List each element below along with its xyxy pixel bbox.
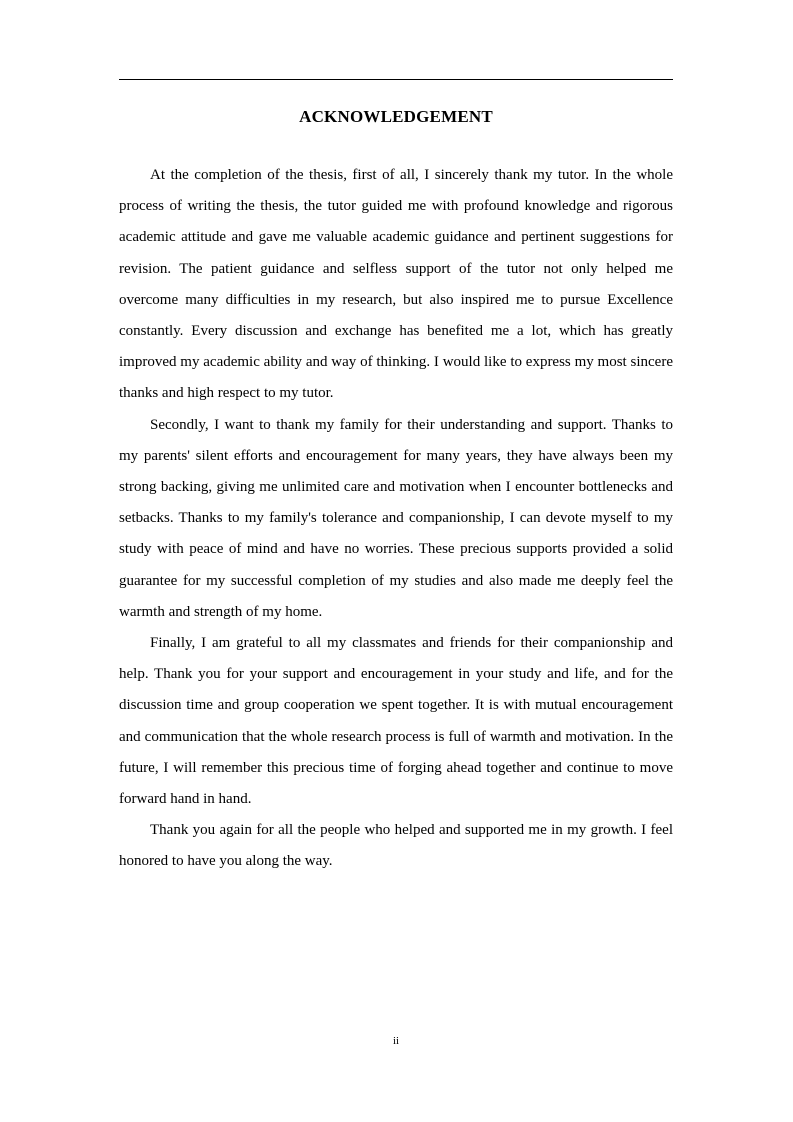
page-title: ACKNOWLEDGEMENT [299, 107, 493, 126]
header-rule [119, 79, 673, 80]
paragraph-family: Secondly, I want to thank my family for their understanding and support. Thanks to my parents' silent efforts and encouragement for many years, they have always been my strong backing, giving me unlimited care and motivation when I encounter bottlenecks and setbacks. Thanks to my family's tolerance and companionship, I can devote myself to my study with peace of mind and have no worries. These precious supports provided a solid guarantee for my successful completion of my studies and also made me deeply feel the warmth and strength of my home. [119, 416, 673, 620]
acknowledgement-body [119, 160, 673, 878]
paragraph-tutor: At the completion of the thesis, first of all, I sincerely thank my tutor. In the whole process of writing the thesis, the tutor guided me with profound knowledge and rigorous academic attitude and gave me valuable academic guidance and pertinent suggestions for revision. The patient guidance and selfless support of the tutor not only helped me overcome many difficulties in my research, but also inspired me to pursue Excellence constantly. Every discussion and exchange has benefited me a lot, which has greatly improved my academic ability and way of thinking. I would like to express my most sincere thanks and high respect to my tutor. [119, 167, 673, 402]
paragraph-classmates: Finally, I am grateful to all my classmates and friends for their companionship and help. Thank you for your support and encouragement in your study and life, and for the discussion time and group cooperation we spent together. It is with mutual encouragement and communication that the whole research process is full of warmth and motivation. In the future, I will remember this precious time of forging ahead together and continue to move forward hand in hand. [119, 635, 673, 808]
paragraph-closing: Thank you again for all the people who helped and supported me in my growth. I feel honored to have you along the way. [119, 822, 673, 870]
page-number: ii [392, 1035, 400, 1047]
